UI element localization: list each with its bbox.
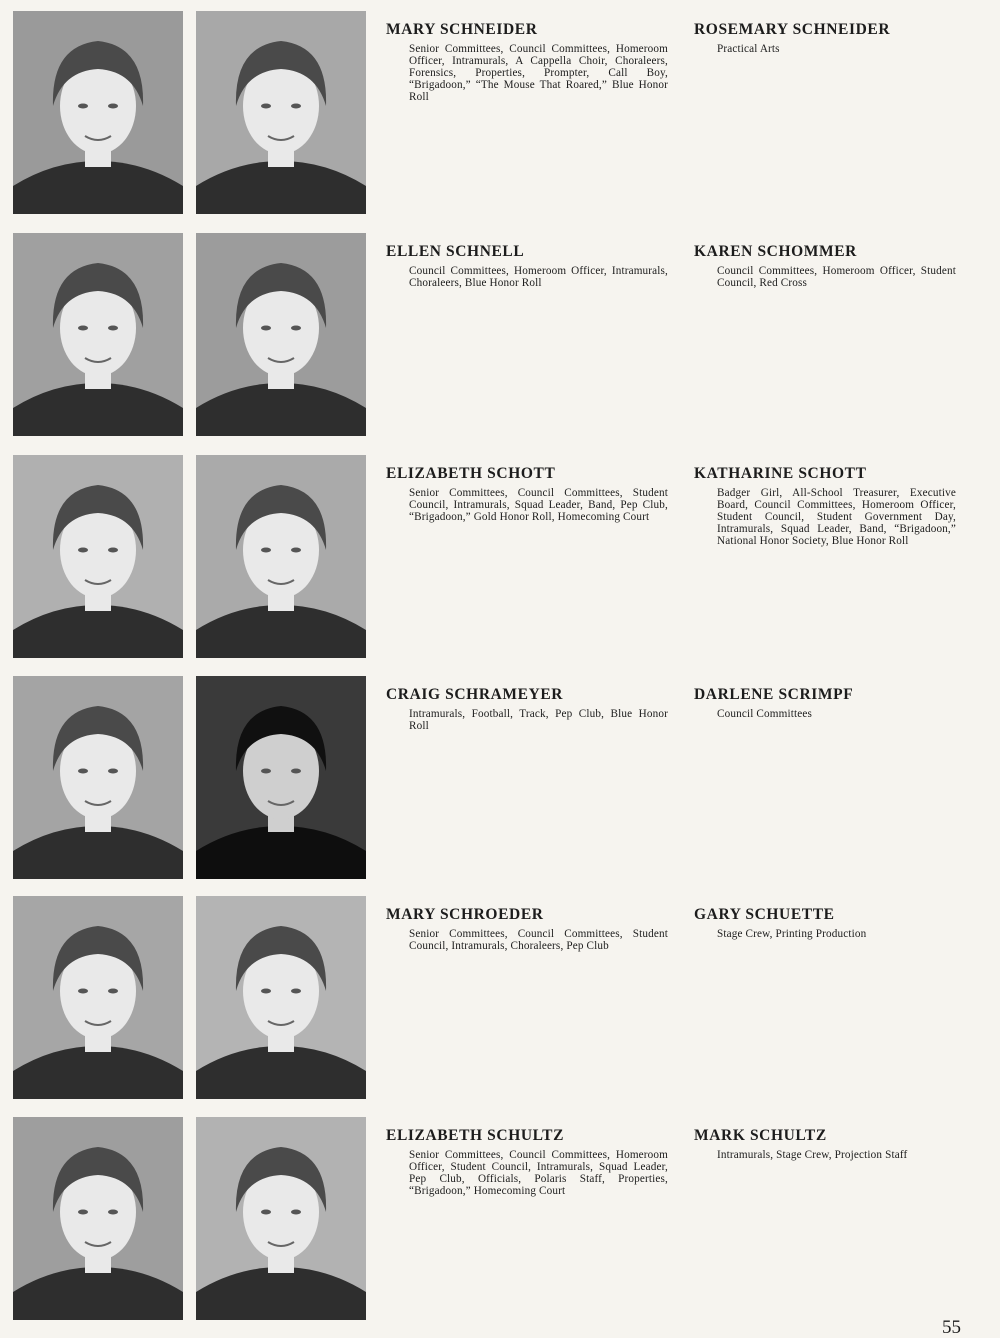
student-entry (386, 21, 668, 103)
student-activities: Intramurals, Stage Crew, Projection Staff (717, 1149, 908, 1161)
student-name: ELLEN SCHNELL (386, 243, 525, 260)
student-activities: Badger Girl, All-School Treasurer, Executive Board, Council Committees, Homeroom Officer, Student Council, Student Government Day, Intramurals, Squad Leader, Band, “Brigadoon,” National Honor Society, Blue Honor Roll (717, 487, 956, 548)
student-name: MARK SCHULTZ (694, 1127, 827, 1144)
student-name: ELIZABETH SCHOTT (386, 465, 556, 482)
student-activities: Senior Committees, Council Committees, Homeroom Officer, Student Council, Intramurals, Squad Leader, Pep Club, Officials, Polaris Staff, Properties, “Brigadoon,” Homecoming Court (409, 1149, 668, 1198)
student-activities: Practical Arts (717, 43, 780, 55)
student-name: KATHARINE SCHOTT (694, 465, 867, 482)
student-name: ELIZABETH SCHULTZ (386, 1127, 565, 1144)
student-entry (386, 686, 668, 732)
student-portrait-photo (13, 233, 183, 436)
student-entry (694, 686, 956, 720)
student-portrait-photo (13, 455, 183, 658)
student-name: MARY SCHNEIDER (386, 21, 538, 38)
student-activities: Council Committees (717, 708, 812, 720)
student-portrait-photo (196, 455, 366, 658)
student-row (0, 1117, 1000, 1322)
student-entry (386, 1127, 668, 1197)
student-name: DARLENE SCRIMPF (694, 686, 854, 703)
student-entry (386, 243, 668, 289)
student-row (0, 233, 1000, 438)
student-activities: Intramurals, Football, Track, Pep Club, Blue Honor Roll (409, 708, 668, 733)
student-name: MARY SCHROEDER (386, 906, 544, 923)
student-entry (694, 465, 956, 547)
page-number: 55 (942, 1317, 961, 1338)
student-entry (694, 21, 956, 55)
student-portrait-photo (196, 896, 366, 1099)
student-activities: Senior Committees, Council Committees, Student Council, Intramurals, Choraleers, Pep Club (409, 928, 668, 953)
student-row (0, 11, 1000, 216)
student-row (0, 896, 1000, 1101)
student-portrait-photo (13, 676, 183, 879)
student-activities: Senior Committees, Council Committees, Student Council, Intramurals, Squad Leader, Band, Pep Club, “Brigadoon,” Gold Honor Roll, Homecoming Court (409, 487, 668, 524)
student-portrait-photo (196, 233, 366, 436)
student-entry (386, 465, 668, 523)
student-name: ROSEMARY SCHNEIDER (694, 21, 891, 38)
student-portrait-photo (196, 11, 366, 214)
student-portrait-photo (13, 896, 183, 1099)
student-entry (694, 906, 956, 940)
student-activities: Stage Crew, Printing Production (717, 928, 867, 940)
student-portrait-photo (13, 11, 183, 214)
student-entry (694, 1127, 956, 1161)
student-activities: Council Committees, Homeroom Officer, Intramurals, Choraleers, Blue Honor Roll (409, 265, 668, 290)
student-name: KAREN SCHOMMER (694, 243, 857, 260)
student-portrait-photo (13, 1117, 183, 1320)
student-name: GARY SCHUETTE (694, 906, 835, 923)
student-entry (386, 906, 668, 952)
student-activities: Council Committees, Homeroom Officer, Student Council, Red Cross (717, 265, 956, 290)
student-name: CRAIG SCHRAMEYER (386, 686, 564, 703)
student-activities: Senior Committees, Council Committees, Homeroom Officer, Intramurals, A Cappella Choir, Choraleers, Forensics, Properties, Prompter, Call Boy, “Brigadoon,” “The Mouse That Roared,” Blue Honor Roll (409, 43, 668, 104)
student-row (0, 676, 1000, 881)
student-entry (694, 243, 956, 289)
student-row (0, 455, 1000, 660)
student-portrait-photo (196, 676, 366, 879)
student-portrait-photo (196, 1117, 366, 1320)
